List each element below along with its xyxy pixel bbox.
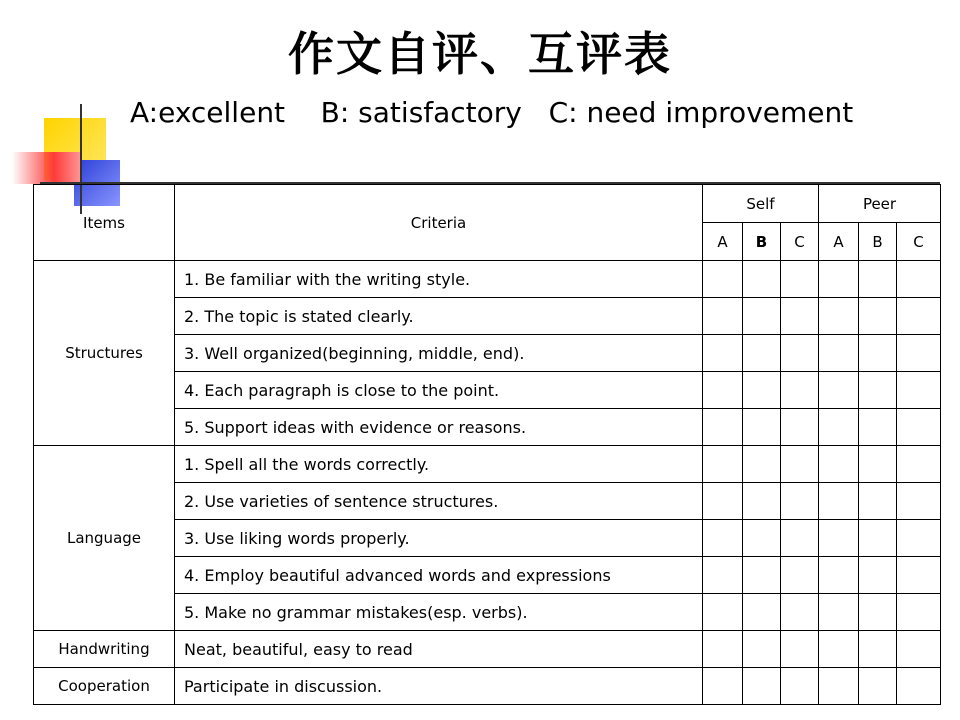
grade-cell[interactable] — [819, 446, 859, 483]
grade-cell[interactable] — [743, 668, 781, 705]
grade-cell[interactable] — [819, 483, 859, 520]
column-header-peer: Peer — [819, 185, 941, 223]
grade-cell[interactable] — [859, 372, 897, 409]
criterion: 4. Employ beautiful advanced words and expressions — [175, 557, 703, 594]
grade-cell[interactable] — [743, 520, 781, 557]
grade-cell[interactable] — [781, 298, 819, 335]
item-language: Language — [34, 446, 175, 631]
grade-cell[interactable] — [897, 483, 941, 520]
criterion: 1. Be familiar with the writing style. — [175, 261, 703, 298]
grade-cell[interactable] — [703, 631, 743, 668]
grade-cell[interactable] — [781, 520, 819, 557]
grade-cell[interactable] — [897, 335, 941, 372]
grade-cell[interactable] — [819, 335, 859, 372]
grade-header-peer-c: C — [897, 223, 941, 261]
criterion: 4. Each paragraph is close to the point. — [175, 372, 703, 409]
grade-cell[interactable] — [781, 631, 819, 668]
grade-cell[interactable] — [819, 631, 859, 668]
grade-cell[interactable] — [859, 520, 897, 557]
grade-cell[interactable] — [859, 409, 897, 446]
grade-cell[interactable] — [781, 557, 819, 594]
grade-cell[interactable] — [743, 298, 781, 335]
grade-cell[interactable] — [819, 261, 859, 298]
grade-cell[interactable] — [703, 557, 743, 594]
decorative-red-bar — [12, 152, 82, 184]
grade-cell[interactable] — [819, 520, 859, 557]
grade-cell[interactable] — [703, 446, 743, 483]
grade-cell[interactable] — [859, 557, 897, 594]
table-row — [34, 261, 941, 298]
grade-legend: A:excellent B: satisfactory C: need improvement — [130, 96, 854, 129]
grade-cell[interactable] — [859, 446, 897, 483]
grade-header-peer-a: A — [819, 223, 859, 261]
grade-cell[interactable] — [743, 446, 781, 483]
grade-cell[interactable] — [897, 557, 941, 594]
grade-cell[interactable] — [743, 372, 781, 409]
grade-cell[interactable] — [781, 409, 819, 446]
grade-header-self-c: C — [781, 223, 819, 261]
grade-cell[interactable] — [897, 446, 941, 483]
grade-cell[interactable] — [897, 372, 941, 409]
grade-cell[interactable] — [703, 335, 743, 372]
criterion: 5. Make no grammar mistakes(esp. verbs). — [175, 594, 703, 631]
grade-cell[interactable] — [819, 409, 859, 446]
grade-cell[interactable] — [859, 594, 897, 631]
column-header-criteria: Criteria — [175, 185, 703, 261]
grade-cell[interactable] — [743, 483, 781, 520]
grade-cell[interactable] — [819, 372, 859, 409]
grade-cell[interactable] — [859, 483, 897, 520]
grade-cell[interactable] — [703, 594, 743, 631]
grade-cell[interactable] — [743, 631, 781, 668]
grade-cell[interactable] — [703, 483, 743, 520]
grade-cell[interactable] — [743, 261, 781, 298]
grade-cell[interactable] — [859, 261, 897, 298]
grade-cell[interactable] — [781, 446, 819, 483]
grade-cell[interactable] — [897, 261, 941, 298]
column-header-items: Items — [34, 185, 175, 261]
grade-cell[interactable] — [703, 372, 743, 409]
grade-cell[interactable] — [743, 594, 781, 631]
grade-cell[interactable] — [781, 261, 819, 298]
grade-cell[interactable] — [897, 520, 941, 557]
grade-cell[interactable] — [819, 557, 859, 594]
criterion: 1. Spell all the words correctly. — [175, 446, 703, 483]
grade-cell[interactable] — [859, 668, 897, 705]
grade-cell[interactable] — [897, 594, 941, 631]
criterion: 3. Well organized(beginning, middle, end). — [175, 335, 703, 372]
grade-cell[interactable] — [703, 298, 743, 335]
grade-cell[interactable] — [859, 335, 897, 372]
grade-cell[interactable] — [743, 409, 781, 446]
grade-cell[interactable] — [703, 409, 743, 446]
table-row — [34, 631, 941, 668]
grade-cell[interactable] — [743, 335, 781, 372]
grade-cell[interactable] — [819, 594, 859, 631]
table-row — [34, 446, 941, 483]
grade-cell[interactable] — [819, 668, 859, 705]
grade-cell[interactable] — [897, 668, 941, 705]
grade-cell[interactable] — [897, 409, 941, 446]
page-title: 作文自评、互评表 — [288, 27, 672, 81]
grade-header-self-b: B — [743, 223, 781, 261]
grade-cell[interactable] — [743, 557, 781, 594]
grade-cell[interactable] — [703, 668, 743, 705]
item-cooperation: Cooperation — [34, 668, 175, 705]
item-structures: Structures — [34, 261, 175, 446]
criterion: Neat, beautiful, easy to read — [175, 631, 703, 668]
criterion: 3. Use liking words properly. — [175, 520, 703, 557]
criterion: 2. Use varieties of sentence structures. — [175, 483, 703, 520]
grade-cell[interactable] — [781, 594, 819, 631]
grade-cell[interactable] — [703, 261, 743, 298]
table-row — [34, 668, 941, 705]
criterion: Participate in discussion. — [175, 668, 703, 705]
grade-cell[interactable] — [897, 298, 941, 335]
column-header-self: Self — [703, 185, 819, 223]
evaluation-table — [33, 184, 941, 705]
criterion: 2. The topic is stated clearly. — [175, 298, 703, 335]
grade-header-self-a: A — [703, 223, 743, 261]
grade-cell[interactable] — [781, 483, 819, 520]
grade-cell[interactable] — [781, 668, 819, 705]
grade-header-peer-b: B — [859, 223, 897, 261]
item-handwriting: Handwriting — [34, 631, 175, 668]
grade-cell[interactable] — [859, 631, 897, 668]
criterion: 5. Support ideas with evidence or reasons. — [175, 409, 703, 446]
grade-cell[interactable] — [819, 298, 859, 335]
grade-cell[interactable] — [897, 631, 941, 668]
grade-cell[interactable] — [703, 520, 743, 557]
grade-cell[interactable] — [859, 298, 897, 335]
grade-cell[interactable] — [781, 372, 819, 409]
grade-cell[interactable] — [781, 335, 819, 372]
